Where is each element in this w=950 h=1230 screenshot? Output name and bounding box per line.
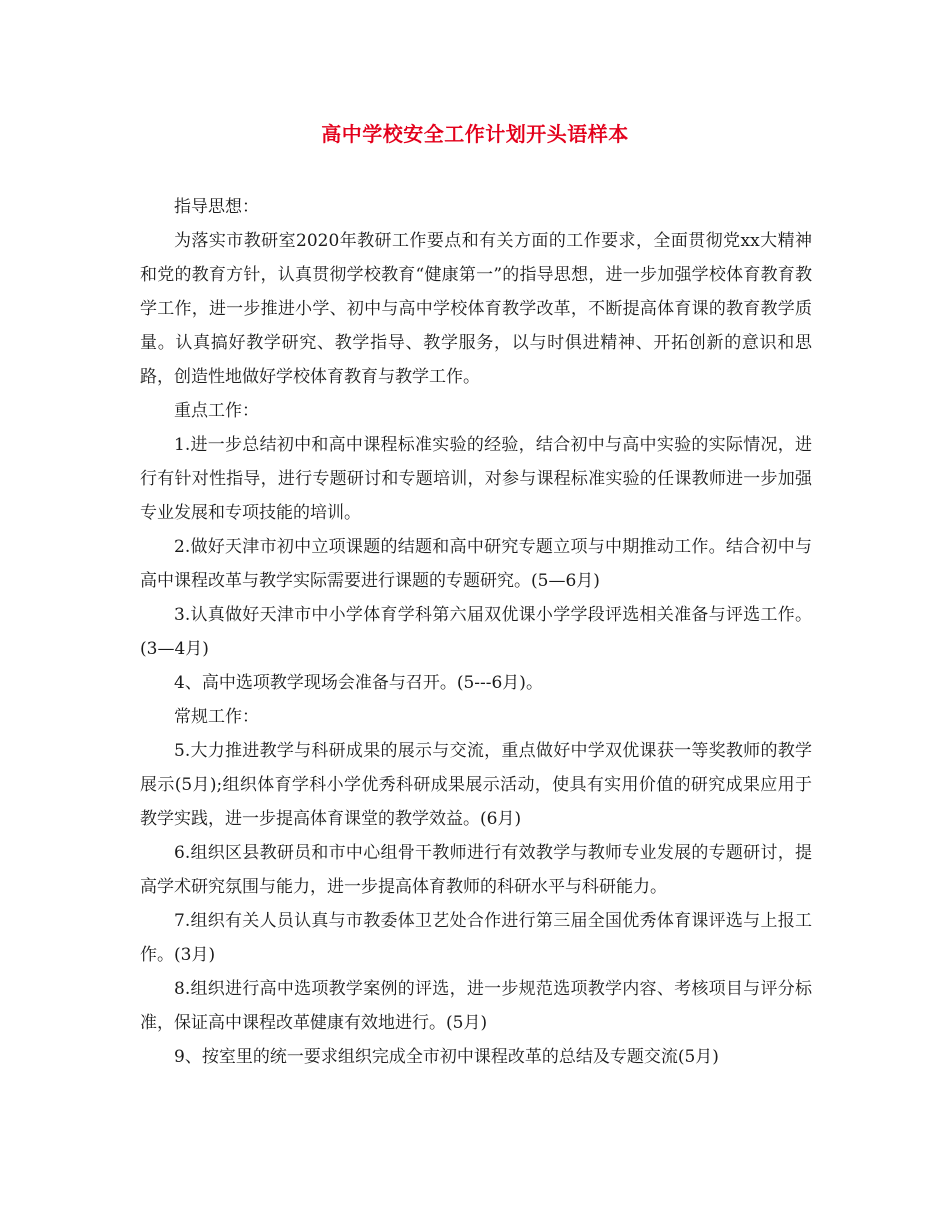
document-body: [140, 190, 812, 1074]
paragraph-item-3: 3.认真做好天津市中小学体育学科第六届双优课小学学段评选相关准备与评选工作。(3—4月): [140, 605, 812, 659]
section-heading-guiding-ideology: 指导思想：: [174, 197, 259, 217]
paragraph-item-4: 4、高中选项教学现场会准备与召开。(5---6月)。: [174, 673, 543, 693]
paragraph-guiding-ideology: 为落实市教研室2020年教研工作要点和有关方面的工作要求，全面贯彻党xx大精神和党的教育方针，认真贯彻学校教育“健康第一”的指导思想，进一步加强学校体育教育教学工作，进一步推进小学、初中与高中学校体育教学改革，不断提高体育课的教育教学质量。认真搞好教学研究、教学指导、教学服务，以与时俱进精神、开拓创新的意识和思路，创造性地做好学校体育教育与教学工作。: [140, 231, 812, 387]
paragraph-item-7: 7.组织有关人员认真与市教委体卫艺处合作进行第三届全国优秀体育课评选与上报工作。(3月): [140, 911, 812, 965]
paragraph-item-2: 2.做好天津市初中立项课题的结题和高中研究专题立项与中期推动工作。结合初中与高中课程改革与教学实际需要进行课题的专题研究。(5—6月): [140, 537, 812, 591]
document-title: 高中学校安全工作计划开头语样本: [321, 122, 629, 146]
section-heading-key-work: 重点工作：: [174, 401, 259, 421]
paragraph-item-1: 1.进一步总结初中和高中课程标准实验的经验，结合初中与高中实验的实际情况，进行有针对性指导，进行专题研讨和专题培训，对参与课程标准实验的任课教师进一步加强专业发展和专项技能的培训。: [140, 435, 812, 523]
paragraph-item-5: 5.大力推进教学与科研成果的展示与交流，重点做好中学双优课获一等奖教师的教学展示(5月);组织体育学科小学优秀科研成果展示活动，使具有实用价值的研究成果应用于教学实践，进一步提高体育课堂的教学效益。(6月): [140, 741, 812, 829]
paragraph-item-8: 8.组织进行高中选项教学案例的评选，进一步规范选项教学内容、考核项目与评分标准，保证高中课程改革健康有效地进行。(5月): [140, 979, 812, 1033]
paragraph-item-6: 6.组织区县教研员和市中心组骨干教师进行有效教学与教师专业发展的专题研讨，提高学术研究氛围与能力，进一步提高体育教师的科研水平与科研能力。: [140, 843, 812, 897]
paragraph-item-9: 9、按室里的统一要求组织完成全市初中课程改革的总结及专题交流(5月): [174, 1047, 719, 1067]
section-heading-routine-work: 常规工作：: [174, 707, 259, 727]
